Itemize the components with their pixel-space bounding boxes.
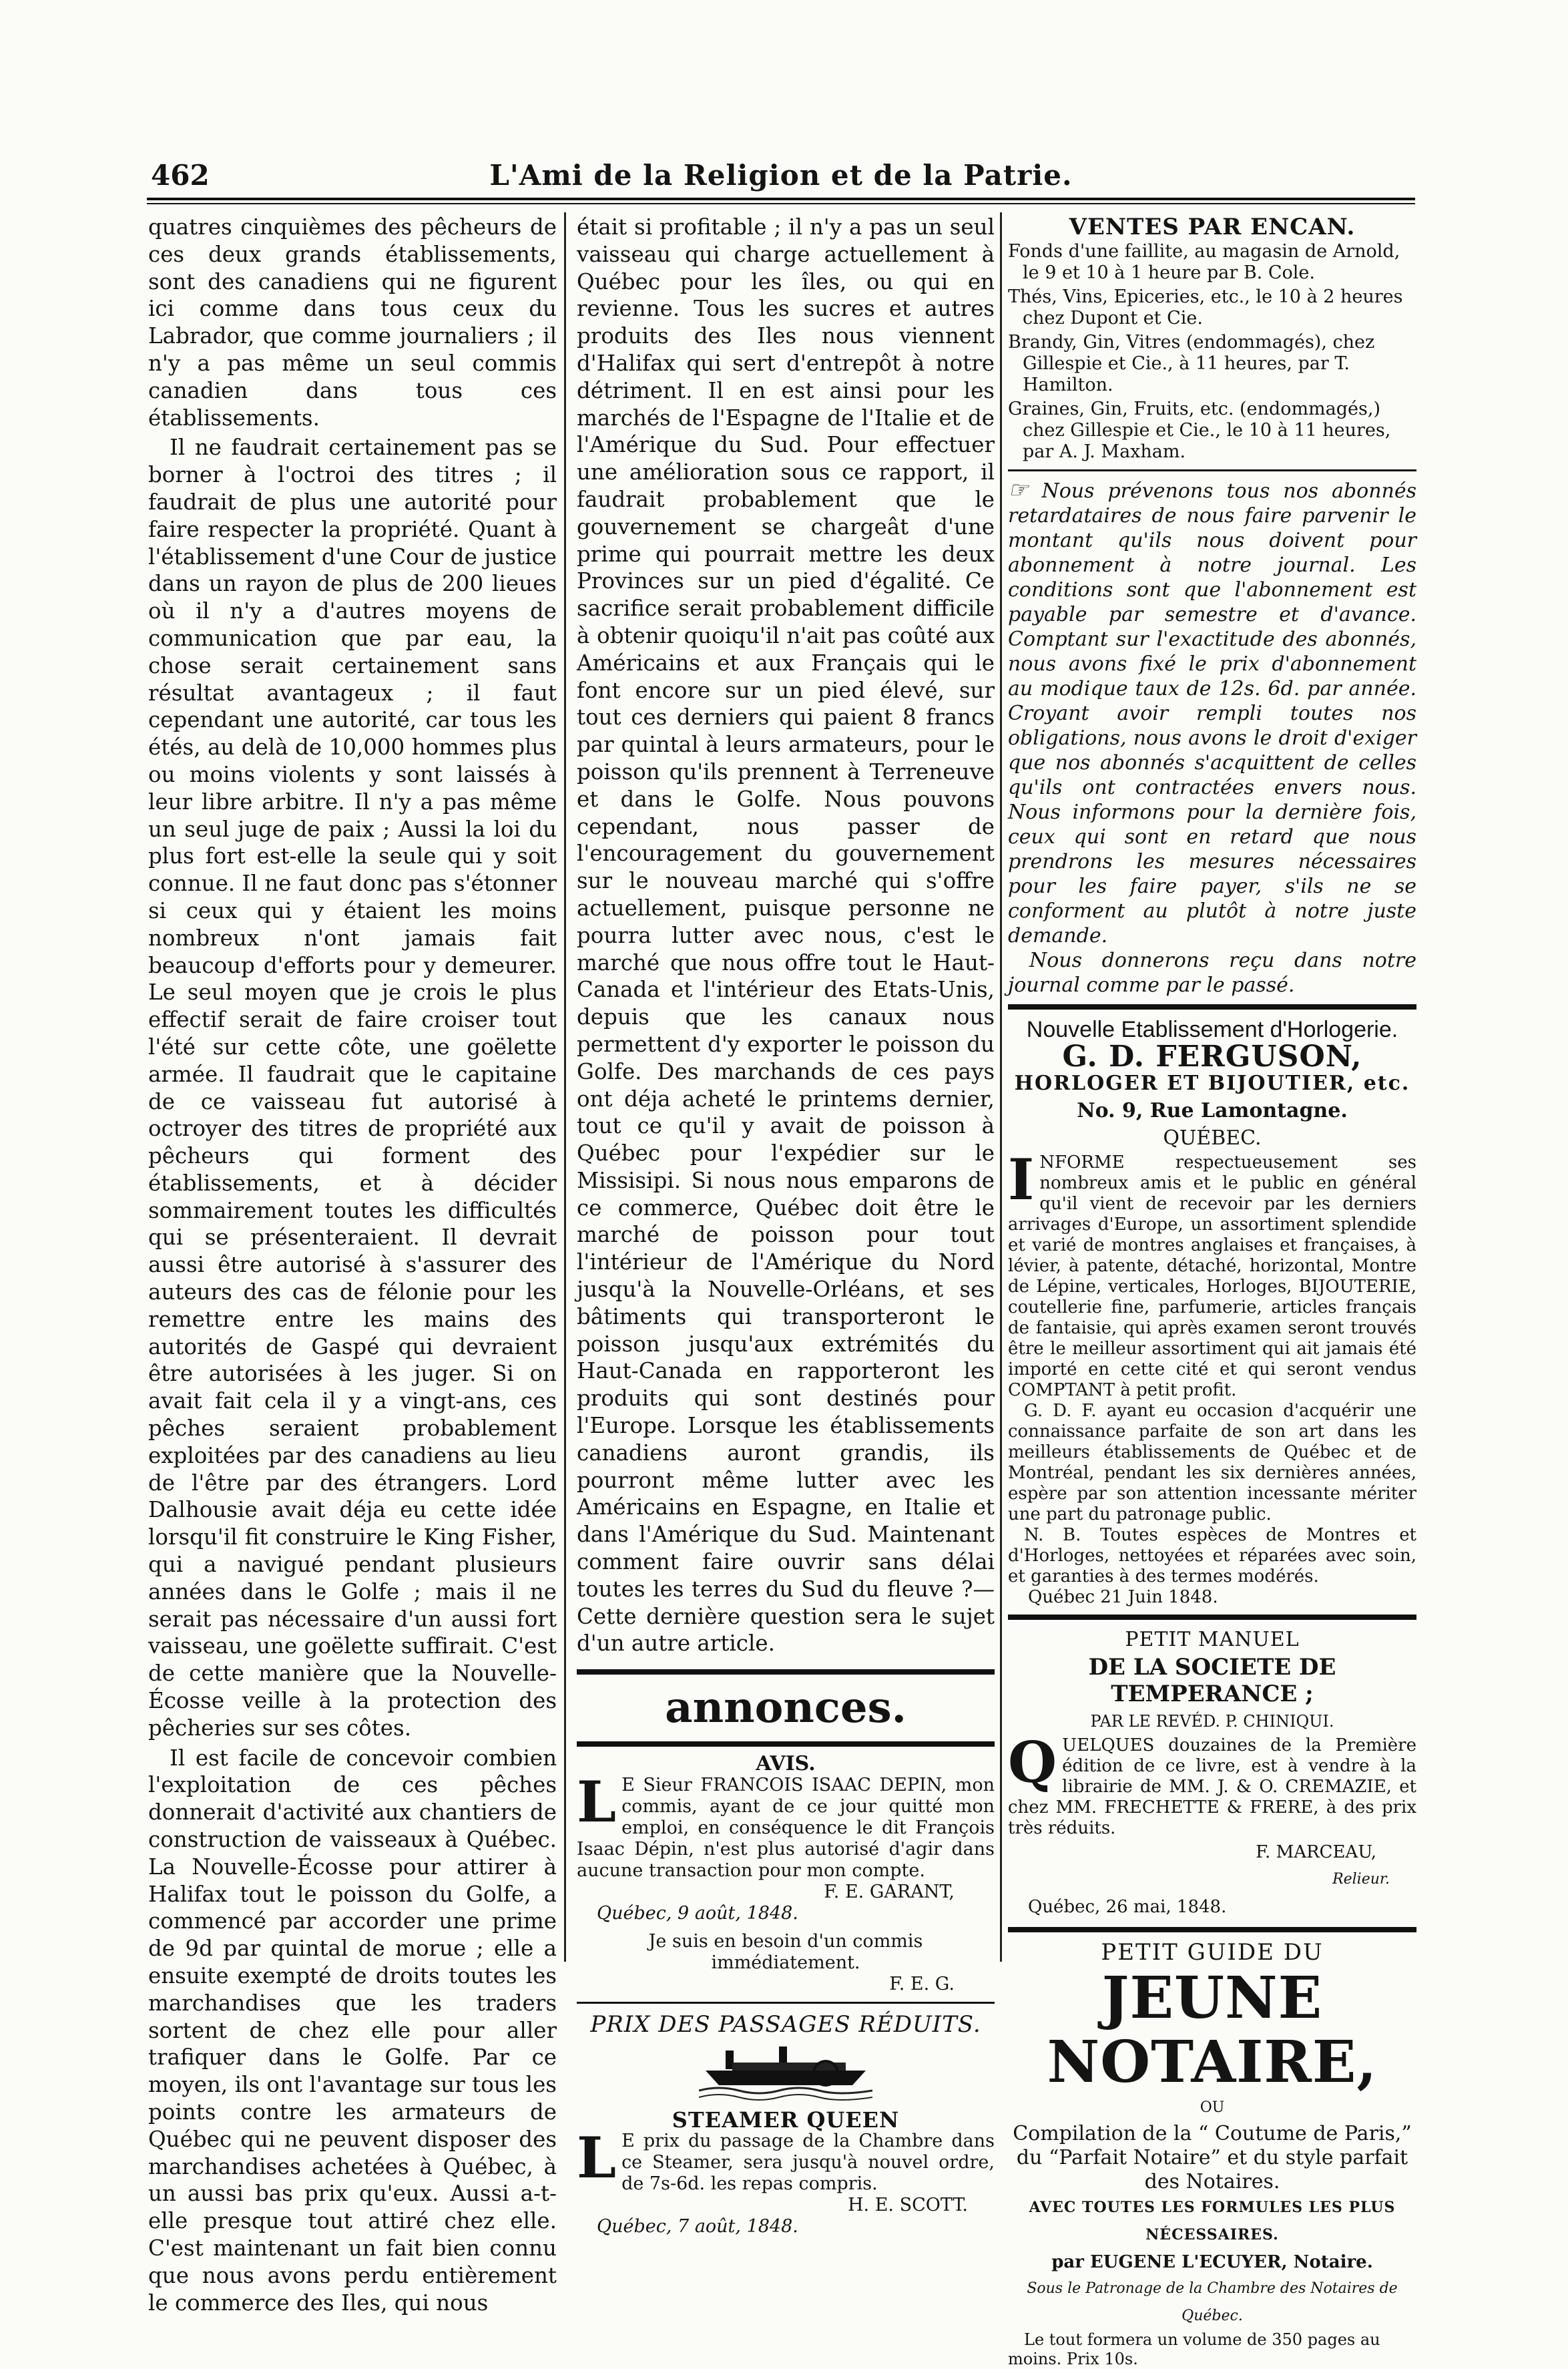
steamer-date: Québec, 7 août, 1848. (597, 2216, 798, 2237)
steamer-title: STEAMER QUEEN (672, 2107, 900, 2133)
horl-nb: N. B. Toutes espèces de Montres et d'Horloges, nettoyées et réparées avec soin, et garanties à des termes modérés. (1008, 1524, 1416, 1586)
article-paragraph: était si profitable ; il n'y a pas un seul vaisseau qui charge actuellement à Québec pour les îles, ou qui en revienne. Tous les sucres et autres produits des Iles nous viennent d'Halifax qui sert d'entrepôt à notre détriment. Il en est ainsi pour les marchés de l'Espagne de l'Italie et de l'Amérique du Sud. Pour effectuer une amélioration sous ce rapport, il faudrait probablement que le gouvernement se chargeât d'une prime qui pourrait mettre les deux Provinces sur un pied d'égalité. Ce sacrifice serait probablement difficile à obtenir quoiqu'il n'ait pas coûté aux Américains et aux Français qui le font encore sur un pied élevé, sur tout ces derniers qui paient 8 francs par quintal à leurs armateurs, pour le poisson qu'ils prennent à Terreneuve et dans le Golfe. Nous pouvons cependant, nous passer de l'encouragement du gouvernement sur le nouveau marché qui s'offre actuellement, puisque personne ne pourra lutter avec nous, c'est le marché que nous offre tout le Haut-Canada et l'intérieur des Etats-Unis, depuis que les canaux nous permettent d'y exporter le poisson du Golfe. Des marchands de ces pays ont déja acheté le printems dernier, tout ce qu'il y avait de poisson à Québec pour l'expédier sur le Missisipi. Si nous nous emparons de ce commerce, Québec doit être le marché de poisson pour tout l'intérieur de l'Amérique du Nord jusqu'à la Nouvelle-Orléans, et ses bâtiments qui transporteront le poisson jusqu'aux extrémités du Haut-Canada en rapporteront les produits qui sont destinés pour l'Europe. Lorsque les établissements canadiens auront grandis, ils pourront même lutter avec les Américains en Espagne, en Italie et dans l'Amérique du Sud. Maintenant comment faire ouvrir sans délai toutes les terres du Sud du fleuve ?—Cette dernière question sera le sujet d'un autre article. (577, 214, 995, 1657)
section-rule (577, 1669, 995, 1675)
drop-cap: Q (1008, 1729, 1057, 1795)
guide-ou: OU (1200, 2099, 1225, 2117)
header-rule-thin (147, 203, 1415, 204)
column-2 (577, 214, 995, 2237)
horl-text: NFORME respectueusement ses nombreux amis et le public en général qu'il vient de recevoir par les derniers arrivages d'Europe, un assortiment splendide et varié de montres anglaises et françaises, à lévier, à patente, détaché, horizontal, Montre de Lépine, verticales, Horloges, BIJOUTERIE, coutellerie fine, parfumerie, articles français de fantaisie, qui après examen seront trouvés être le meilleur assortiment qui ait jamais été importé en cette cité et qui seront vendus COMPTANT à petit profit. (1008, 1152, 1416, 1400)
ventes-heading: VENTES PAR ENCAN. (1069, 214, 1356, 240)
avis-note: Je suis en besoin d'un commis immédiatement. (648, 1931, 923, 1974)
manuel-ad (1008, 1627, 1416, 1921)
drop-cap: L (577, 1769, 617, 1836)
avis-text: E Sieur FRANCOIS ISAAC DEPIN, mon commis, ayant de ce jour quitté mon emploi, en conséquence le dit François Isaac Dépin, n'est plus autorisé d'agir dans aucune transaction pour mon compte. (577, 1775, 995, 1882)
list-item: Graines, Gin, Fruits, etc. (endommagés,) chez Gillespie et Cie., le 10 à 11 heures, par A. J. Maxham. (1008, 398, 1391, 462)
article-paragraph: quatres cinquièmes des pêcheurs de ces deux grands établissements, sont des canadiens qui ne figurent ici comme dans tous ceux du Labrador, que comme journaliers ; il n'y a pas même un seul commis canadien dans tous ces établissements. (148, 214, 557, 431)
article-paragraph: Il est facile de concevoir combien l'exploitation de ces pêches donnerait d'activité aux chantiers de construction de vaisseaux à Québec. La Nouvelle-Écosse pour attirer à Halifax tout le poisson du Golfe, a commencé par accorder une prime de 9d par quintal de morue ; elle a ensuite exempté de droits toutes les marchandises que les traders sortent de chez elle pour aller trafiquer dans le Golfe. Par ce moyen, ils ont l'avantage sur tous les points contre les armateurs de Québec qui ne peuvent disposer des marchandises achetées à Québec, à un aussi bas prix qu'eux. Aussi a-t-elle presque tout attiré chez elle. C'est maintenant un fait bien connu que nous avons perdu entièrement le commerce des Iles, qui nous (148, 1745, 557, 2316)
horl-heading: Nouvelle Etablissement d'Horlogerie. (1026, 1016, 1398, 1042)
guide-price: Le tout formera un volume de 350 pages au moins. Prix 10s. (1008, 2330, 1380, 2368)
guide-author: par EUGENE L'ECUYER, Notaire. (1051, 2251, 1373, 2272)
page-header (147, 152, 1415, 199)
section-rule (1008, 469, 1416, 471)
newspaper-title: L'Ami de la Religion et de la Patrie. (489, 159, 1073, 192)
horl-city: QUÉBEC. (1163, 1126, 1262, 1150)
section-rule (577, 2002, 995, 2004)
list-item: Fonds d'une faillite, au magasin de Arnold, le 9 et 10 à 1 heure par B. Cole. (1008, 240, 1400, 283)
notice-text: Nous prévenons tous nos abonnés retardataires de nous faire parvenir le montant qu'ils nous doivent pour abonnement à notre journal. Les conditions sont que l'abonnement est payable par semestre et d'avance. Comptant sur l'exactitude des abonnés, nous avons fixé le prix d'abonnement au modique taux de 12s. 6d. par année. Croyant avoir rempli toutes nos obligations, nous avons le droit d'exiger que nos abonnés s'acquittent de celles qu'ils ont contractées envers nous. Nous informons pour la dernière fois, ceux qui sont en retard que nous prendrons les mesures nécessaires pour les faire payer, s'ils ne se conforment au plutôt à notre juste demande. (1008, 479, 1416, 947)
avis-title: AVIS. (756, 1752, 816, 1776)
steamship-icon (699, 2044, 872, 2104)
section-rule (577, 1741, 995, 1747)
horl-address: No. 9, Rue Lamontagne. (1077, 1099, 1348, 1123)
avis-signature: F. E. GARANT, (824, 1882, 955, 1903)
manuel-author: PAR LE REVÉD. P. CHINIQUI. (1090, 1712, 1334, 1731)
guide-patron: Sous le Patronage de la Chambre des Notaires de Québec. (1027, 2280, 1398, 2325)
guide-text: Compilation de la “ Coutume de Paris,” du “Parfait Notaire” et du style parfait des Notaires. (1013, 2121, 1412, 2193)
horl-trade: HORLOGER ET BIJOUTIER, etc. (1014, 1072, 1410, 1096)
section-rule (1008, 1004, 1416, 1010)
manuel-signature: F. MARCEAU, (1256, 1842, 1376, 1862)
guide-title: PETIT GUIDE DU (1101, 1939, 1324, 1966)
section-rule (1008, 1614, 1416, 1620)
manuel-subtitle: DE LA SOCIETE DE TEMPERANCE ; (1088, 1653, 1336, 1708)
steamer-text: E prix du passage de la Chambre dans ce Steamer, sera jusqu'à nouvel ordre, de 7s-6d. les repas compris. (621, 2131, 995, 2195)
column-divider (564, 212, 566, 1962)
prix-heading: PRIX DES PASSAGES RÉDUITS. (590, 2011, 981, 2038)
horlogerie-ad (1008, 1016, 1416, 1608)
avis-initials: F. E. G. (889, 1974, 955, 1995)
horl-name: G. D. FERGUSON, (1062, 1039, 1362, 1074)
page-number: 462 (151, 159, 210, 192)
ventes-list (1008, 241, 1416, 463)
drop-cap: I (1008, 1146, 1035, 1213)
avis-date: Québec, 9 août, 1848. (597, 1903, 798, 1924)
list-item: Brandy, Gin, Vitres (endommagés), chez Gillespie et Cie., à 11 heures, par T. Hamilton. (1008, 331, 1375, 395)
avis-notice (577, 1753, 995, 1995)
column-1 (148, 214, 557, 2319)
column-3 (1008, 214, 1416, 2369)
horl-date: Québec 21 Juin 1848. (1028, 1586, 1218, 1607)
subscription-notice (1008, 478, 1416, 998)
steamer-notice (577, 2010, 995, 2237)
column-divider (1000, 212, 1002, 1962)
manuel-role: Relieur. (1332, 1870, 1390, 1888)
guide-ad (1008, 1939, 1416, 2369)
guide-formules: AVEC TOUTES LES FORMULES LES PLUS NÉCESSAIRES. (1029, 2198, 1396, 2243)
header-rule (147, 198, 1415, 200)
manuel-title: PETIT MANUEL (1125, 1627, 1300, 1651)
article-paragraph: Il ne faudrait certainement pas se borner à l'octroi des titres ; il faudrait de plus une autorité pour faire respecter la propriété. Quant à l'établissement d'une Cour de justice dans un rayon de plus de 200 lieues où il n'y a d'autres moyens de communication que par eau, la chose serait certainement sans résultat avantageux ; il faut cependant une autorité, car tous les étés, au delà de 10,000 hommes plus ou moins violents y sont laissés à leur libre arbitre. Il n'y a pas même un seul juge de paix ; Aussi la loi du plus fort est-elle la seule qui y soit connue. Il ne faut donc pas s'étonner si ceux qui y étaient les moins nombreux n'ont jamais fait beaucoup d'efforts pour y demeurer. Le seul moyen que je crois le plus effectif serait de faire croiser tout l'été sur cette côte, une goëlette armée. Il faudrait que le capitaine de ce vaisseau fut autorisé à octroyer des titres de propriété aux pêcheurs qui forment des établissements, et à décider sommairement toutes les difficultés qui se présenteraient. Il devrait aussi être autorisé à s'assurer des auteurs des cas de félonie pour les remettre entre les mains des autorités de Gaspé qui devraient être autorisées à les juger. Si on avait fait cela il y a vingt-ans, ces pêches seraient probablement exploitées par des canadiens au lieu de l'être par des étrangers. Lord Dalhousie avait déja eu cette idée lorsqu'il fit construire le King Fisher, qui a navigué pendant plusieurs années dans le Golfe ; mais il ne serait pas nécessaire d'un aussi fort vaisseau, une goëlette suffirait. C'est de cette manière que la Nouvelle-Écosse veille à la protection des pêcheries sur ses côtes. (148, 435, 557, 1741)
manuel-date: Québec, 26 mai, 1848. (1028, 1896, 1227, 1917)
section-rule (1008, 1927, 1416, 1932)
list-item: Thés, Vins, Epiceries, etc., le 10 à 2 heures chez Dupont et Cie. (1008, 286, 1403, 329)
manuel-text: UELQUES douzaines de la Première édition de ce livre, est à vendre à la librairie de MM. J. & O. CREMAZIE, et chez MM. FRECHETTE & FRERE, à des prix très réduits. (1008, 1735, 1416, 1838)
drop-cap: L (577, 2125, 617, 2191)
horl-text-2: G. D. F. ayant eu occasion d'acquérir une connaissance parfaite de son art dans les meilleurs établissements de Québec et de Montréal, pendant les six dernières années, espère par son attention incessante mériter une part du patronage public. (1008, 1400, 1416, 1524)
annonces-heading: annonces. (665, 1683, 906, 1733)
guide-big-title: JEUNE NOTAIRE, (1047, 1964, 1378, 2097)
notice-text-2: Nous donnerons reçu dans notre journal comme par le passé. (1008, 948, 1416, 997)
pointing-hand-icon: ☞ (1008, 476, 1029, 503)
steamer-signature: H. E. SCOTT. (847, 2195, 968, 2216)
